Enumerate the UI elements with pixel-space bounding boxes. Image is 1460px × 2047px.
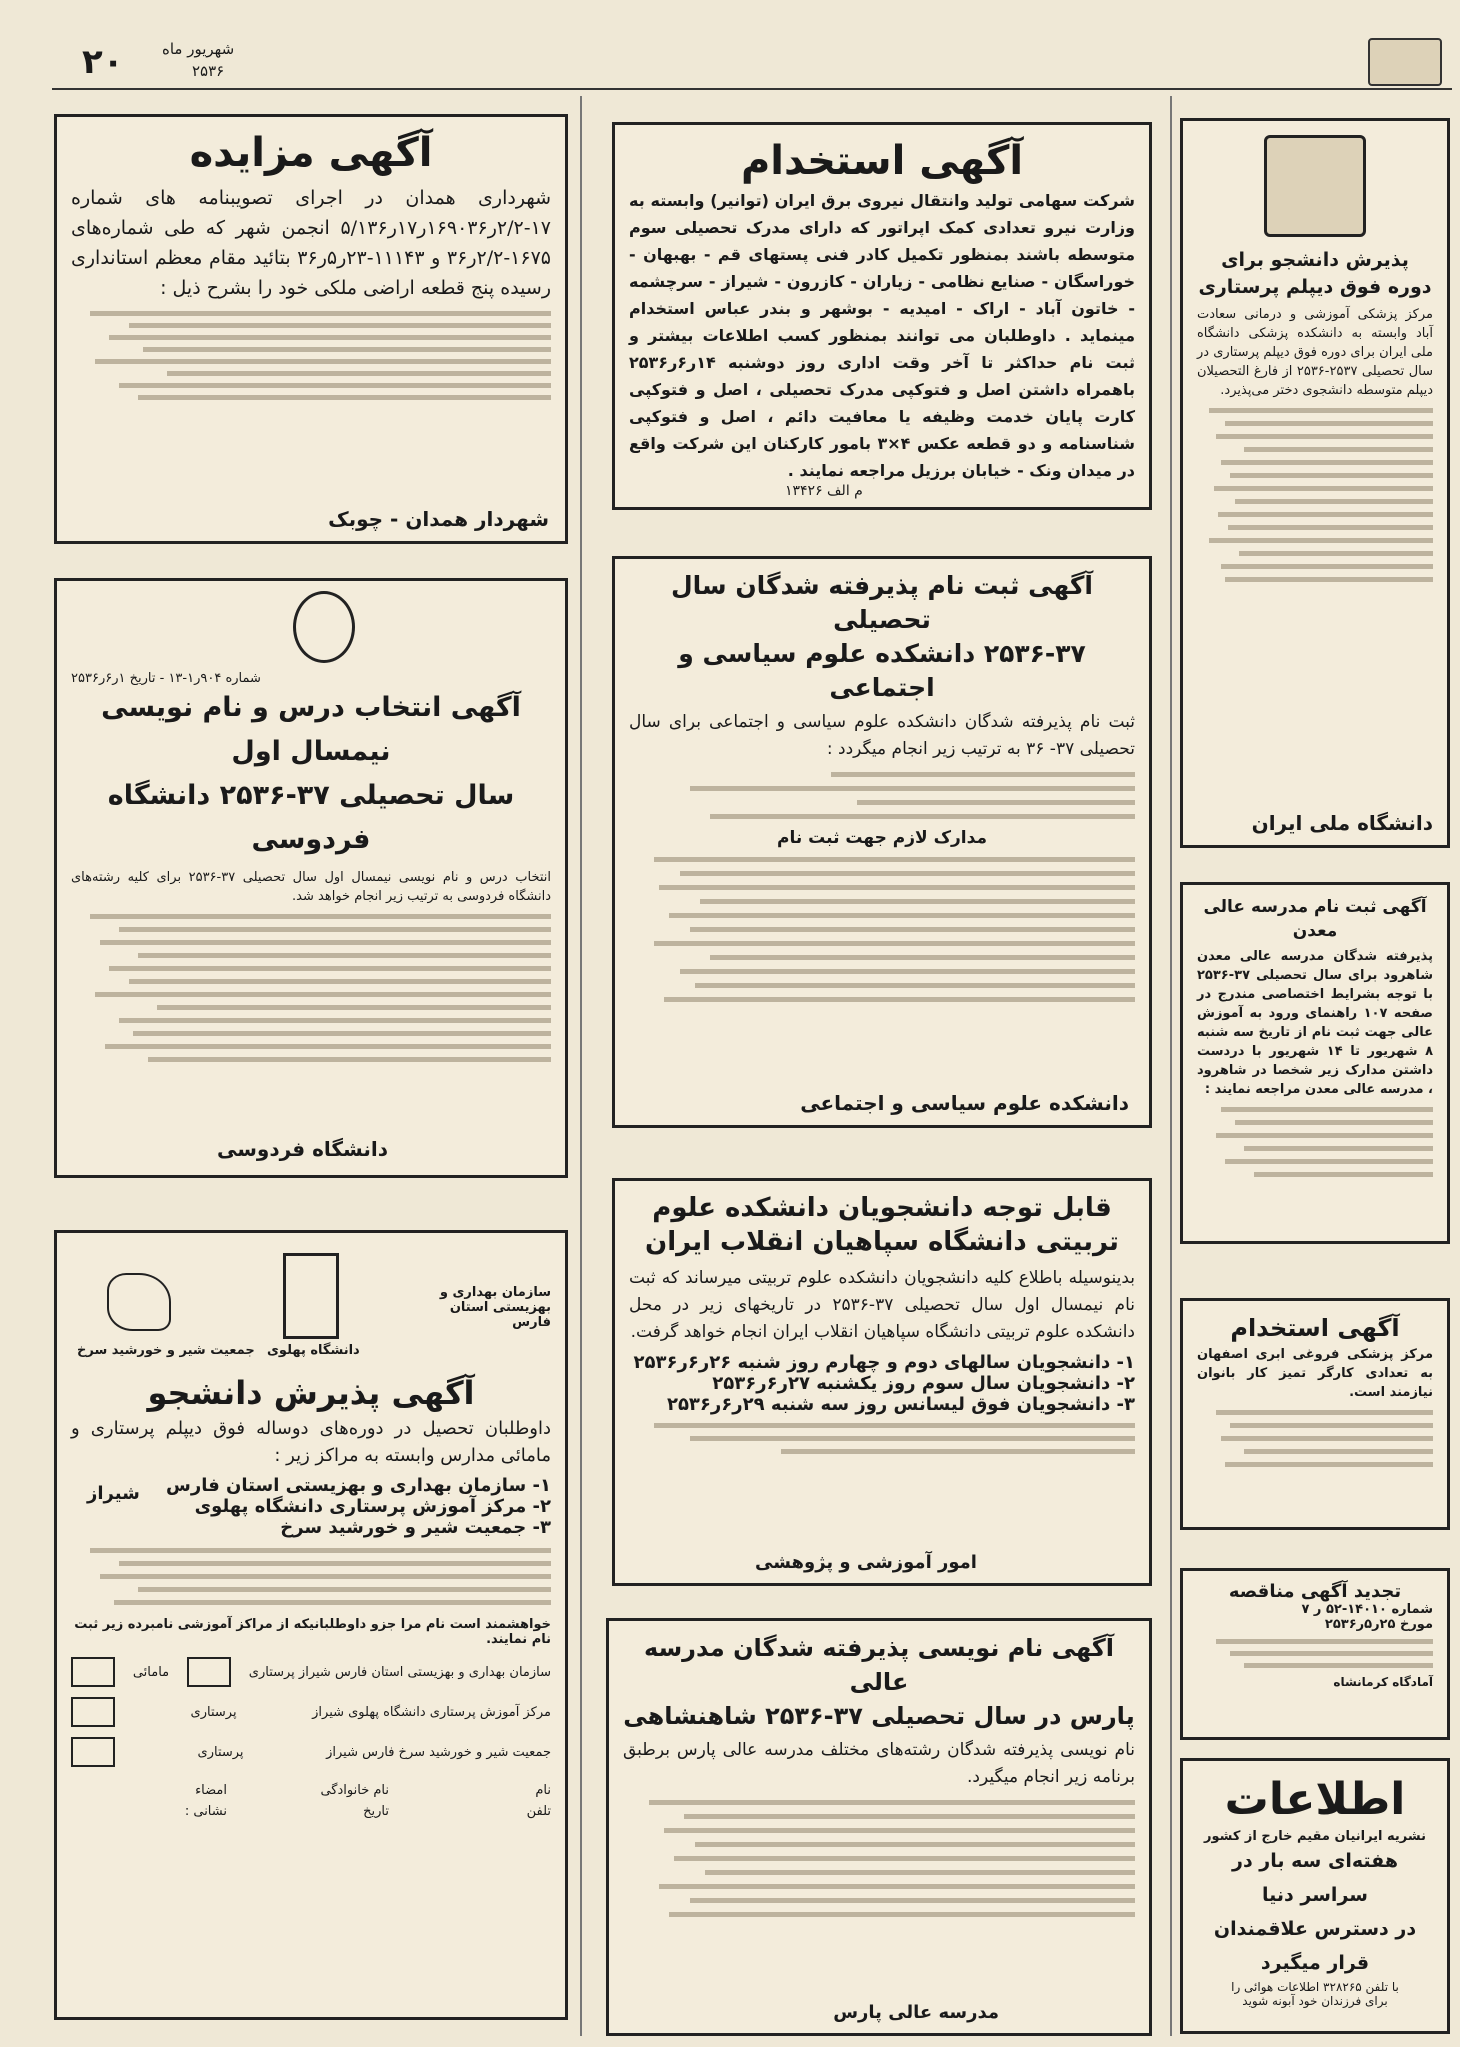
form-row-label: سازمان بهداری و بهزیستی استان فارس شیراز پرستاری — [248, 1664, 551, 1680]
fine-print — [71, 311, 551, 400]
ad-shiraz-city: شیراز — [87, 1483, 140, 1504]
form-label-nursing: پرستاری — [190, 1704, 237, 1720]
form-row-label: مرکز آموزش پرستاری دانشگاه پهلوی شیراز — [312, 1704, 551, 1720]
ad-nursing-signature: دانشگاه ملی ایران — [1251, 811, 1433, 835]
fine-print — [629, 1423, 1135, 1454]
ad-ferdowsi — [54, 578, 568, 1178]
ad-hire-power-body: شرکت سهامی تولید وانتقال نیروی برق ایران (توانیر) وابسته به وزارت نیرو تعدادی کمک اپراتور که دارای مدرک تحصیلی سوم متوسطه باشند بمنظور تکمیل کادر فنی پستهای قم - بهبهان - خوراسگان - صنایع نظامی - زیاران - کازرون - شیراز - سرچشمه - خاتون آباد - اراک - امیدیه - بوشهر و بندر عباس استخدام مینماید . داوطلبان می توانند بمنظور کسب اطلاعات بیشتر و ثبت نام حداکثر تا آخر وقت اداری روز دوشنبه ۱۴ر۶ر۲۵۳۶ باهمراه داشتن اصل و فتوکپی مدرک تحصیلی ، اصل و فتوکپی کارت پایان خدمت وظیفه یا معافیت دائم ، اصل و فتوکپی شناسنامه و دو قطعه عکس ۴×۳ بامور کارکنان این شرکت واقع در میدان ونک - خیابان برزیل مراجعه نمایند . — [629, 191, 1135, 480]
fine-print — [71, 1548, 551, 1605]
ad-shiraz-form-title: خواهشمند است نام مرا جزو داوطلبانیکه از مراکز آموزشی نامبرده زیر ثبت نام نمایند. — [74, 1617, 551, 1647]
field-address[interactable]: نشانی : — [184, 1804, 227, 1819]
ad-attention-signature: امور آموزشی و پژوهشی — [755, 1552, 977, 1573]
ad-ferdowsi-body: انتخاب درس و نام نویسی نیمسال اول سال تحصیلی ۳۷-۲۵۳۶ برای کلیه رشته‌های دانشگاه فردوسی به ترتیب زیر انجام خواهد شد. — [71, 870, 551, 904]
ettelaat-line-3: قرار میگیرد — [1260, 1952, 1370, 1974]
ad-hire-isfahan — [1180, 1298, 1450, 1530]
ad-social-sciences — [612, 556, 1152, 1128]
ad-tender — [1180, 1568, 1450, 1740]
fine-print — [629, 857, 1135, 1002]
university-emblem — [293, 591, 355, 663]
ad-shiraz-title: آگهی پذیرش دانشجو — [147, 1374, 475, 1412]
fine-print — [629, 772, 1135, 819]
field-last-name[interactable]: نام خانوادگی — [320, 1783, 389, 1798]
fine-print — [1197, 1107, 1433, 1177]
ad-shiraz-item-3: ۳- جمعیت شیر و خورشید سرخ — [280, 1517, 551, 1538]
ad-social-heading: مدارک لازم جهت ثبت نام — [777, 828, 987, 848]
national-university-logo — [1264, 135, 1366, 237]
ad-tender-ref: شماره ۱۴۰۱۰-۵۲ ر ۷ — [1301, 1602, 1433, 1617]
ad-auction — [54, 114, 568, 544]
page-header — [52, 36, 1452, 90]
ad-shiraz-item-1: ۱- سازمان بهداری و بهزیستی استان فارس — [166, 1475, 551, 1496]
form-row — [71, 1737, 551, 1767]
ad-shiraz-org3: جمعیت شیر و خورشید سرخ — [77, 1343, 255, 1358]
checkbox[interactable] — [71, 1657, 115, 1687]
ad-attention-item-2: ۲- دانشجویان سال سوم روز یکشنبه ۲۷ر۶ر۲۵۳۶ — [712, 1373, 1135, 1394]
checkbox[interactable] — [71, 1697, 115, 1727]
ad-pars — [606, 1618, 1152, 2036]
form-label-midwifery: مامائی — [132, 1664, 170, 1680]
ettelaat-brand: اطلاعات — [1224, 1774, 1406, 1825]
ad-mining — [1180, 882, 1450, 1244]
ad-mining-title: آگهی ثبت نام مدرسه عالی معدن — [1203, 897, 1427, 941]
ettelaat-phone-2: برای فرزندان خود آبونه شوید — [1242, 1994, 1388, 2008]
ettelaat-phone: با تلفن ۳۲۸۲۶۵ اطلاعات هوائی را — [1231, 1980, 1399, 1994]
ad-attention — [612, 1178, 1152, 1586]
ad-pars-title-1: آگهی نام نویسی پذیرفته شدگان مدرسه عالی — [644, 1634, 1114, 1696]
ad-tender-title: تجدید آگهی مناقصه — [1228, 1581, 1402, 1602]
field-first-name[interactable]: نام — [535, 1783, 551, 1798]
ad-hire-power — [612, 122, 1152, 510]
ettelaat-sub: نشریه ایرانیان مقیم خارج از کشور — [1203, 1829, 1426, 1844]
column-rule — [1170, 96, 1172, 2036]
ad-attention-body: بدینوسیله باطلاع کلیه دانشجویان دانشکده علوم تربیتی میرساند که ثبت نام نیمسال اول سال تحصیلی ۳۷-۲۵۳۶ در تاریخهای زیر در محل دانشکده علوم تربیتی دانشگاه سپاهیان انقلاب ایران انجام خواهد گرفت. — [629, 1268, 1135, 1342]
newspaper-logo — [1368, 38, 1442, 86]
form-label-nursing: پرستاری — [197, 1744, 244, 1760]
header-year: ۲۵۳۶ — [192, 62, 225, 80]
fine-print — [623, 1800, 1135, 1917]
ad-social-title-1: آگهی ثبت نام پذیرفته شدگان سال تحصیلی — [670, 571, 1094, 634]
field-phone[interactable]: تلفن — [526, 1804, 551, 1819]
ad-shiraz-org2: دانشگاه پهلوی — [267, 1343, 360, 1358]
ad-ferdowsi-ref: شماره ۹۰۴ر۱-۱۳ - تاریخ ۱ر۶ر۲۵۳۶ — [71, 671, 261, 686]
ad-attention-item-1: ۱- دانشجویان سالهای دوم و چهارم روز شنبه ۲۶ر۶ر۲۵۳۶ — [633, 1352, 1135, 1373]
ettelaat-line-1: هفته‌ای سه بار در سراسر دنیا — [1232, 1850, 1398, 1906]
field-date[interactable]: تاریخ — [363, 1804, 389, 1819]
form-row — [71, 1657, 551, 1687]
header-month: شهریور ماه — [162, 40, 235, 58]
ad-hire-power-ref: م الف ۱۳۴۲۶ — [785, 483, 863, 499]
ad-shiraz-org1: سازمان بهداری و بهزیستی استان فارس — [439, 1285, 551, 1330]
page-number: ۲۰ — [82, 42, 124, 82]
lion-sun-emblem — [107, 1273, 171, 1331]
ad-social-body: ثبت نام پذیرفته شدگان دانشکده علوم سیاسی و اجتماعی برای سال تحصیلی ۳۷- ۳۶ به ترتیب زیر انجام میگردد : — [629, 712, 1135, 759]
ad-attention-title-2: تربیتی دانشگاه سپاهیان انقلاب ایران — [645, 1227, 1119, 1257]
ad-attention-title-1: قابل توجه دانشجویان دانشکده علوم — [652, 1193, 1112, 1223]
ad-ferdowsi-signature: دانشگاه فردوسی — [217, 1137, 389, 1161]
ad-auction-signature: شهردار همدان - چوبک — [328, 507, 549, 531]
ad-ettelaat — [1180, 1758, 1450, 2034]
ettelaat-line-2: در دسترس علاقمندان — [1213, 1918, 1417, 1940]
ad-pars-signature: مدرسه عالی پارس — [833, 2002, 999, 2023]
form-row — [71, 1697, 551, 1727]
ad-tender-signature: آمادگاه کرمانشاه — [1333, 1675, 1433, 1689]
ad-social-title-2: ۲۵۳۶-۳۷ دانشکده علوم سیاسی و اجتماعی — [678, 639, 1086, 702]
field-signature[interactable]: امضاء — [195, 1783, 227, 1798]
fine-print — [71, 914, 551, 1062]
fine-print — [1197, 1410, 1433, 1467]
ad-hire-isfahan-body: مرکز پزشکی فروغی ابری اصفهان به تعدادی کارگر تمیز کار بانوان نیازمند است. — [1197, 1347, 1433, 1400]
ad-attention-item-3: ۳- دانشجویان فوق لیسانس روز سه شنبه ۲۹ر۶ر۲۵۳۶ — [666, 1394, 1135, 1415]
fine-print — [1197, 408, 1433, 582]
ad-mining-body: پذیرفته شدگان مدرسه عالی معدن شاهرود برای سال تحصیلی ۳۷-۲۵۳۶ با توجه بشرایط اختصاصی مندرج در صفحه ۱۰۷ راهنمای ورود به آموزش عالی جهت ثبت نام از تاریخ سه شنبه ۸ شهریور تا ۱۴ شهریور با دردست داشتن مدارک زیر شخصا در شاهرود ، مدرسه عالی معدن مراجعه نمایند : — [1197, 949, 1433, 1097]
ad-shiraz-body: داوطلبان تحصیل در دوره‌های دوساله فوق دیپلم پرستاری و مامائی مدارس وابسته به مراکز زیر : — [71, 1418, 551, 1466]
ad-auction-title: آگهی مزایده — [189, 130, 433, 176]
ad-pars-body: نام نویسی پذیرفته شدگان رشته‌های مختلف مدرسه عالی پارس برطبق برنامه زیر انجام میگیرد. — [623, 1740, 1135, 1787]
ad-shiraz — [54, 1230, 568, 2020]
column-rule — [580, 96, 582, 2036]
form-row-label: جمعیت شیر و خورشید سرخ فارس شیراز — [326, 1744, 551, 1760]
ad-ferdowsi-title-2: سال تحصیلی ۳۷-۲۵۳۶ دانشگاه فردوسی — [107, 780, 515, 855]
checkbox[interactable] — [187, 1657, 231, 1687]
pahlavi-university-emblem — [283, 1253, 339, 1339]
ad-nursing-body: مرکز پزشکی آموزشی و درمانی سعادت آباد وابسته به دانشکده پزشکی دانشگاه ملی ایران برای دوره فوق دیپلم پرستاری در سال تحصیلی ۲۵۳۷-۲۵۳۶ از فارغ التحصیلان دیپلم متوسطه دانشجوی دختر می‌پذیرد. — [1197, 307, 1433, 398]
ad-nursing-title: پذیرش دانشجو برای دوره فوق دیپلم پرستاری — [1198, 249, 1432, 298]
form-fields — [71, 1783, 551, 1819]
ad-hire-isfahan-title: آگهی استخدام — [1230, 1314, 1400, 1342]
ad-pars-title-2: پارس در سال تحصیلی ۳۷-۲۵۳۶ شاهنشاهی — [623, 1702, 1135, 1730]
checkbox[interactable] — [71, 1737, 115, 1767]
ad-nursing-left — [1180, 118, 1450, 848]
ad-ferdowsi-title-1: آگهی انتخاب درس و نام نویسی نیمسال اول — [101, 692, 521, 767]
ad-shiraz-item-2: ۲- مرکز آموزش پرستاری دانشگاه پهلوی — [194, 1496, 551, 1517]
ad-tender-date: مورخ ۲۵ر۵ر۲۵۳۶ — [1324, 1617, 1433, 1632]
ad-social-signature: دانشکده علوم سیاسی و اجتماعی — [800, 1091, 1129, 1115]
ad-auction-body: شهرداری همدان در اجرای تصویبنامه های شماره ۱۷-۲/۲ر۱۶۹۰۳۶ر۱۷ر۵/۱۳۶ انجمن شهر که طی شماره‌های ۱۶۷۵-۲/۲ر۳۶ و ۱۱۱۴۳-۲۳ر۵ر۳۶ بتائید مقام معظم استانداری رسیده پنج قطعه اراضی ملکی خود را بشرح ذیل : — [71, 187, 551, 299]
ad-hire-power-title: آگهی استخدام — [740, 138, 1024, 184]
fine-print — [1197, 1639, 1433, 1668]
